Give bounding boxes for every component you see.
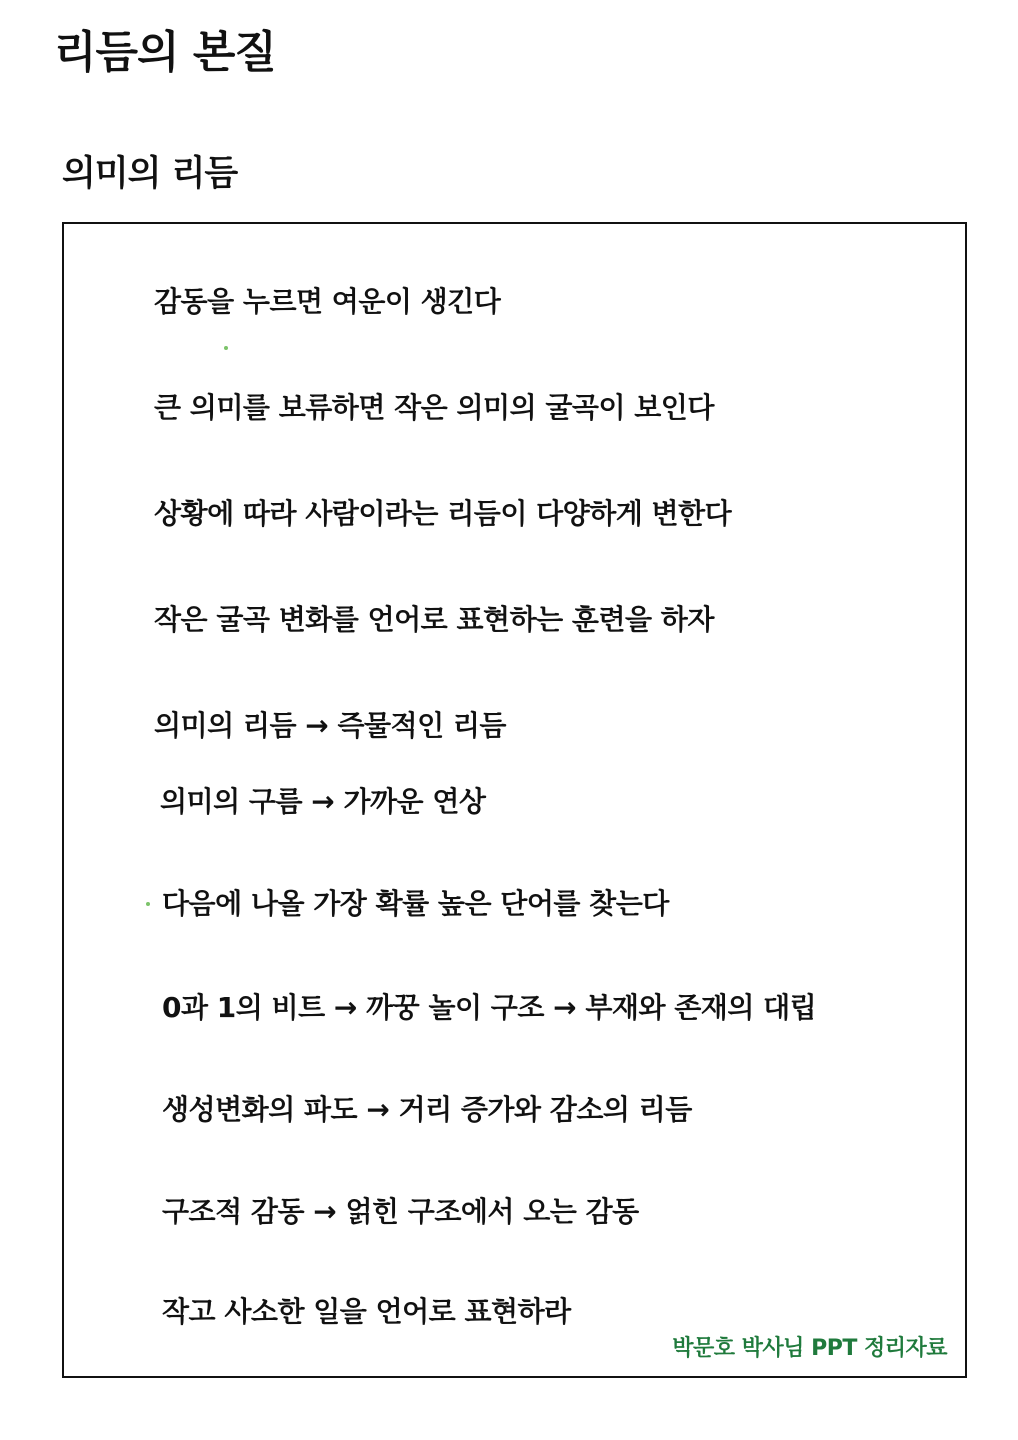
content-line-6: 의미의 구름 → 가까운 연상: [160, 785, 486, 818]
credit-label: 박문호 박사님 PPT 정리자료: [672, 1336, 947, 1361]
decorative-dot: [146, 902, 150, 906]
content-line-8: 0과 1의 비트 → 까꿍 놀이 구조 → 부재와 존재의 대립: [162, 991, 817, 1024]
decorative-dot: [224, 346, 228, 350]
content-line-11: 작고 사소한 일을 언어로 표현하라: [162, 1295, 571, 1328]
content-line-9: 생성변화의 파도 → 거리 증가와 감소의 리듬: [162, 1093, 692, 1126]
content-line-5: 의미의 리듬 → 즉물적인 리듬: [154, 709, 506, 742]
content-line-1: 감동을 누르면 여운이 생긴다: [154, 285, 501, 318]
content-line-7: 다음에 나올 가장 확률 높은 단어를 찾는다: [162, 887, 669, 920]
page-title: 리듬의 본질: [54, 27, 276, 78]
content-line-2: 큰 의미를 보류하면 작은 의미의 굴곡이 보인다: [154, 391, 714, 424]
content-line-3: 상황에 따라 사람이라는 리듬이 다양하게 변한다: [154, 497, 732, 530]
content-line-10: 구조적 감동 → 얽힌 구조에서 오는 감동: [162, 1195, 639, 1228]
content-box: [62, 222, 967, 1378]
section-title: 의미의 리듬: [62, 154, 238, 194]
content-line-4: 작은 굴곡 변화를 언어로 표현하는 훈련을 하자: [154, 603, 714, 636]
